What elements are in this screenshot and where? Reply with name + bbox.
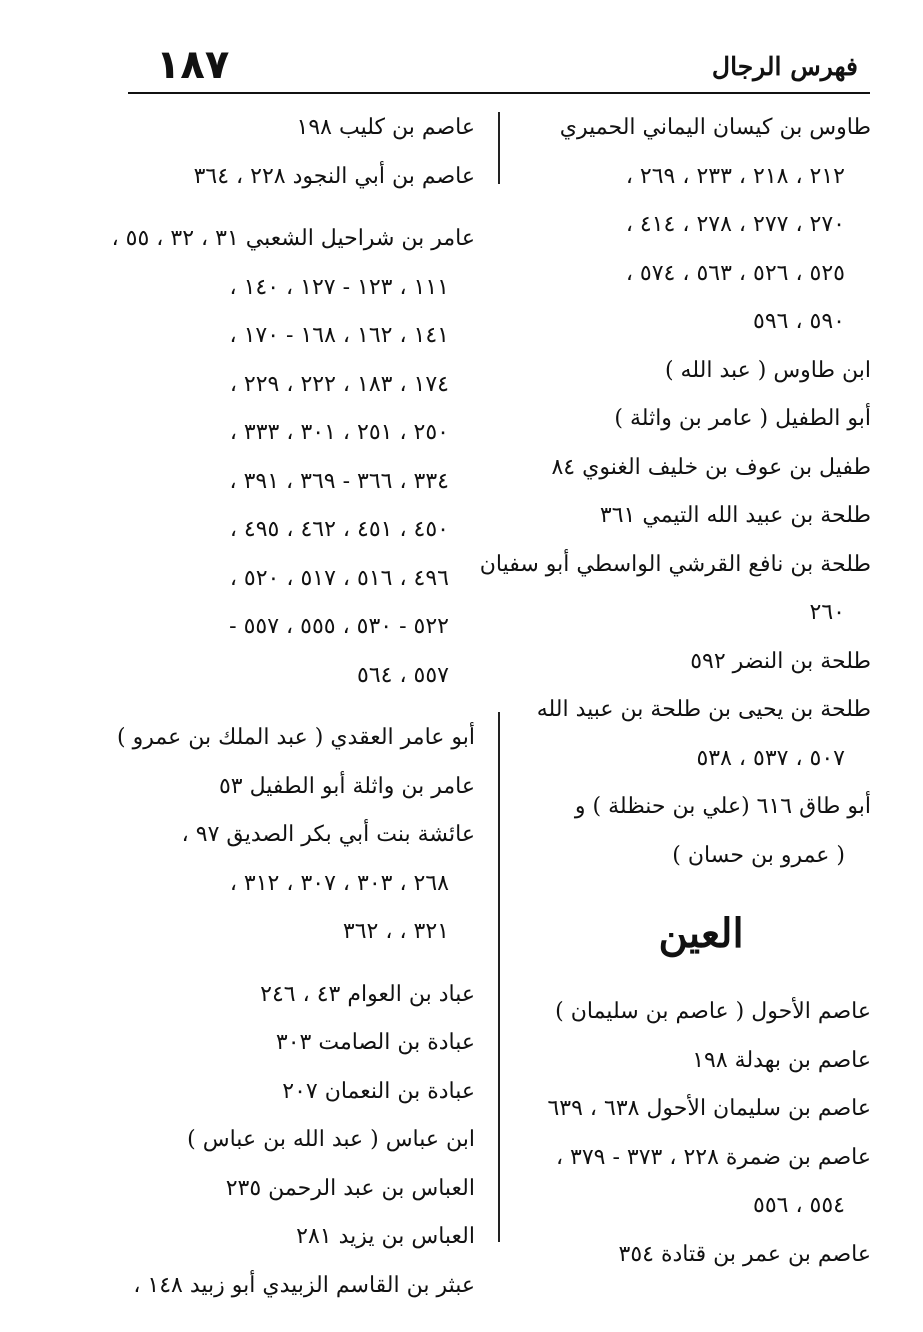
- index-entry: العباس بن يزيد ٢٨١: [296, 1224, 475, 1249]
- index-entry: عاصم بن بهدلة ١٩٨: [692, 1047, 871, 1073]
- index-entry-continuation: ٢٦٠: [809, 600, 845, 625]
- index-entry: طاوس بن كيسان اليماني الحميري: [559, 115, 871, 140]
- index-entry: عباد بن العوام ٤٣ ، ٢٤٦: [260, 981, 475, 1007]
- index-entry: عاصم بن كليب ١٩٨: [296, 115, 475, 140]
- header-rule: [128, 92, 870, 94]
- index-entry-continuation: ٣٣٤ ، ٣٦٦ - ٣٦٩ ، ٣٩١ ،: [229, 468, 449, 494]
- index-entry: عاصم بن أبي النجود ٢٢٨ ، ٣٦٤: [193, 163, 475, 189]
- index-entry-continuation: ٢١٢ ، ٢١٨ ، ٢٣٣ ، ٢٦٩ ،: [625, 163, 845, 189]
- index-entry-continuation: ٣٢١ ، ، ٣٦٢: [342, 919, 449, 944]
- page-number: ١٨٧: [156, 42, 230, 88]
- index-entry: عاصم بن ضمرة ٢٢٨ ، ٣٧٣ - ٣٧٩ ،: [555, 1144, 871, 1170]
- index-entry-continuation: ١١١ ، ١٢٣ - ١٢٧ ، ١٤٠ ،: [229, 274, 449, 300]
- index-entry: عاصم الأحول ( عاصم بن سليمان ): [555, 999, 871, 1024]
- index-entry-continuation: ( عمرو بن حسان ): [672, 842, 845, 868]
- index-entry: أبو طاق ٦١٦ (علي بن حنظلة ) و: [574, 794, 871, 819]
- index-entry-continuation: ٥٢٥ ، ٥٢٦ ، ٥٦٣ ، ٥٧٤ ،: [625, 260, 845, 286]
- index-entry: عبثر بن القاسم الزبيدي أبو زبيد ١٤٨ ،: [133, 1272, 475, 1298]
- index-entry-continuation: ٥٠٧ ، ٥٣٧ ، ٥٣٨: [696, 745, 845, 771]
- index-entry: عاصم بن سليمان الأحول ٦٣٨ ، ٦٣٩: [547, 1096, 871, 1121]
- index-entry: طلحة بن نافع القرشي الواسطي أبو سفيان: [479, 551, 871, 577]
- index-entry-continuation: ١٧٤ ، ١٨٣ ، ٢٢٢ ، ٢٢٩ ،: [229, 371, 449, 397]
- index-entry-continuation: ٢٧٠ ، ٢٧٧ ، ٢٧٨ ، ٤١٤ ،: [625, 212, 845, 237]
- index-entry: عبادة بن الصامت ٣٠٣: [275, 1030, 475, 1055]
- index-entry: طلحة بن عبيد الله التيمي ٣٦١: [599, 503, 871, 528]
- index-entry-continuation: ٥٩٠ ، ٥٩٦: [753, 309, 845, 334]
- index-entry: طلحة بن يحيى بن طلحة بن عبيد الله: [536, 697, 871, 722]
- index-entry: طفيل بن عوف بن خليف الغنوي ٨٤: [551, 454, 871, 480]
- index-entry-continuation: ٤٥٠ ، ٤٥١ ، ٤٦٢ ، ٤٩٥ ،: [229, 517, 449, 542]
- column-divider-top: [498, 112, 500, 184]
- index-entry: أبو الطفيل ( عامر بن واثلة ): [614, 406, 871, 431]
- index-entry: العباس بن عبد الرحمن ٢٣٥: [225, 1175, 475, 1201]
- index-entry: عائشة بنت أبي بكر الصديق ٩٧ ،: [181, 822, 475, 847]
- index-entry-continuation: ٢٦٨ ، ٣٠٣ ، ٣٠٧ ، ٣١٢ ،: [229, 870, 449, 896]
- index-entry-continuation: ٥٥٤ ، ٥٥٦: [753, 1193, 845, 1218]
- index-entry: ابن عباس ( عبد الله بن عباس ): [187, 1127, 475, 1152]
- index-entry-continuation: ١٤١ ، ١٦٢ ، ١٦٨ - ١٧٠ ،: [229, 323, 449, 348]
- right-column: [479, 104, 871, 1279]
- index-entry-continuation: ٤٩٦ ، ٥١٦ ، ٥١٧ ، ٥٢٠ ،: [229, 565, 449, 591]
- index-entry: عبادة بن النعمان ٢٠٧: [282, 1078, 475, 1104]
- index-entry: عاصم بن عمر بن قتادة ٣٥٤: [618, 1241, 871, 1267]
- index-entry-continuation: ٢٥٠ ، ٢٥١ ، ٣٠١ ، ٣٣٣ ،: [229, 420, 449, 445]
- section-heading: العين: [658, 910, 744, 957]
- page-header: [128, 40, 868, 92]
- index-entry-continuation: ٥٢٢ - ٥٣٠ ، ٥٥٥ ، ٥٥٧ -: [229, 614, 449, 639]
- index-entry: أبو عامر العقدي ( عبد الملك بن عمرو ): [117, 725, 475, 750]
- index-entry-continuation: ٥٥٧ ، ٥٦٤: [357, 662, 449, 688]
- running-title: فهرس الرجال: [711, 52, 858, 81]
- index-entry: عامر بن واثلة أبو الطفيل ٥٣: [218, 773, 475, 799]
- left-column: [111, 104, 475, 1310]
- index-entry: ابن طاوس ( عبد الله ): [664, 357, 871, 383]
- index-entry: طلحة بن النضر ٥٩٢: [690, 648, 871, 674]
- index-entry: عامر بن شراحيل الشعبي ٣١ ، ٣٢ ، ٥٥ ،: [111, 226, 475, 251]
- column-divider-bottom: [498, 712, 500, 1242]
